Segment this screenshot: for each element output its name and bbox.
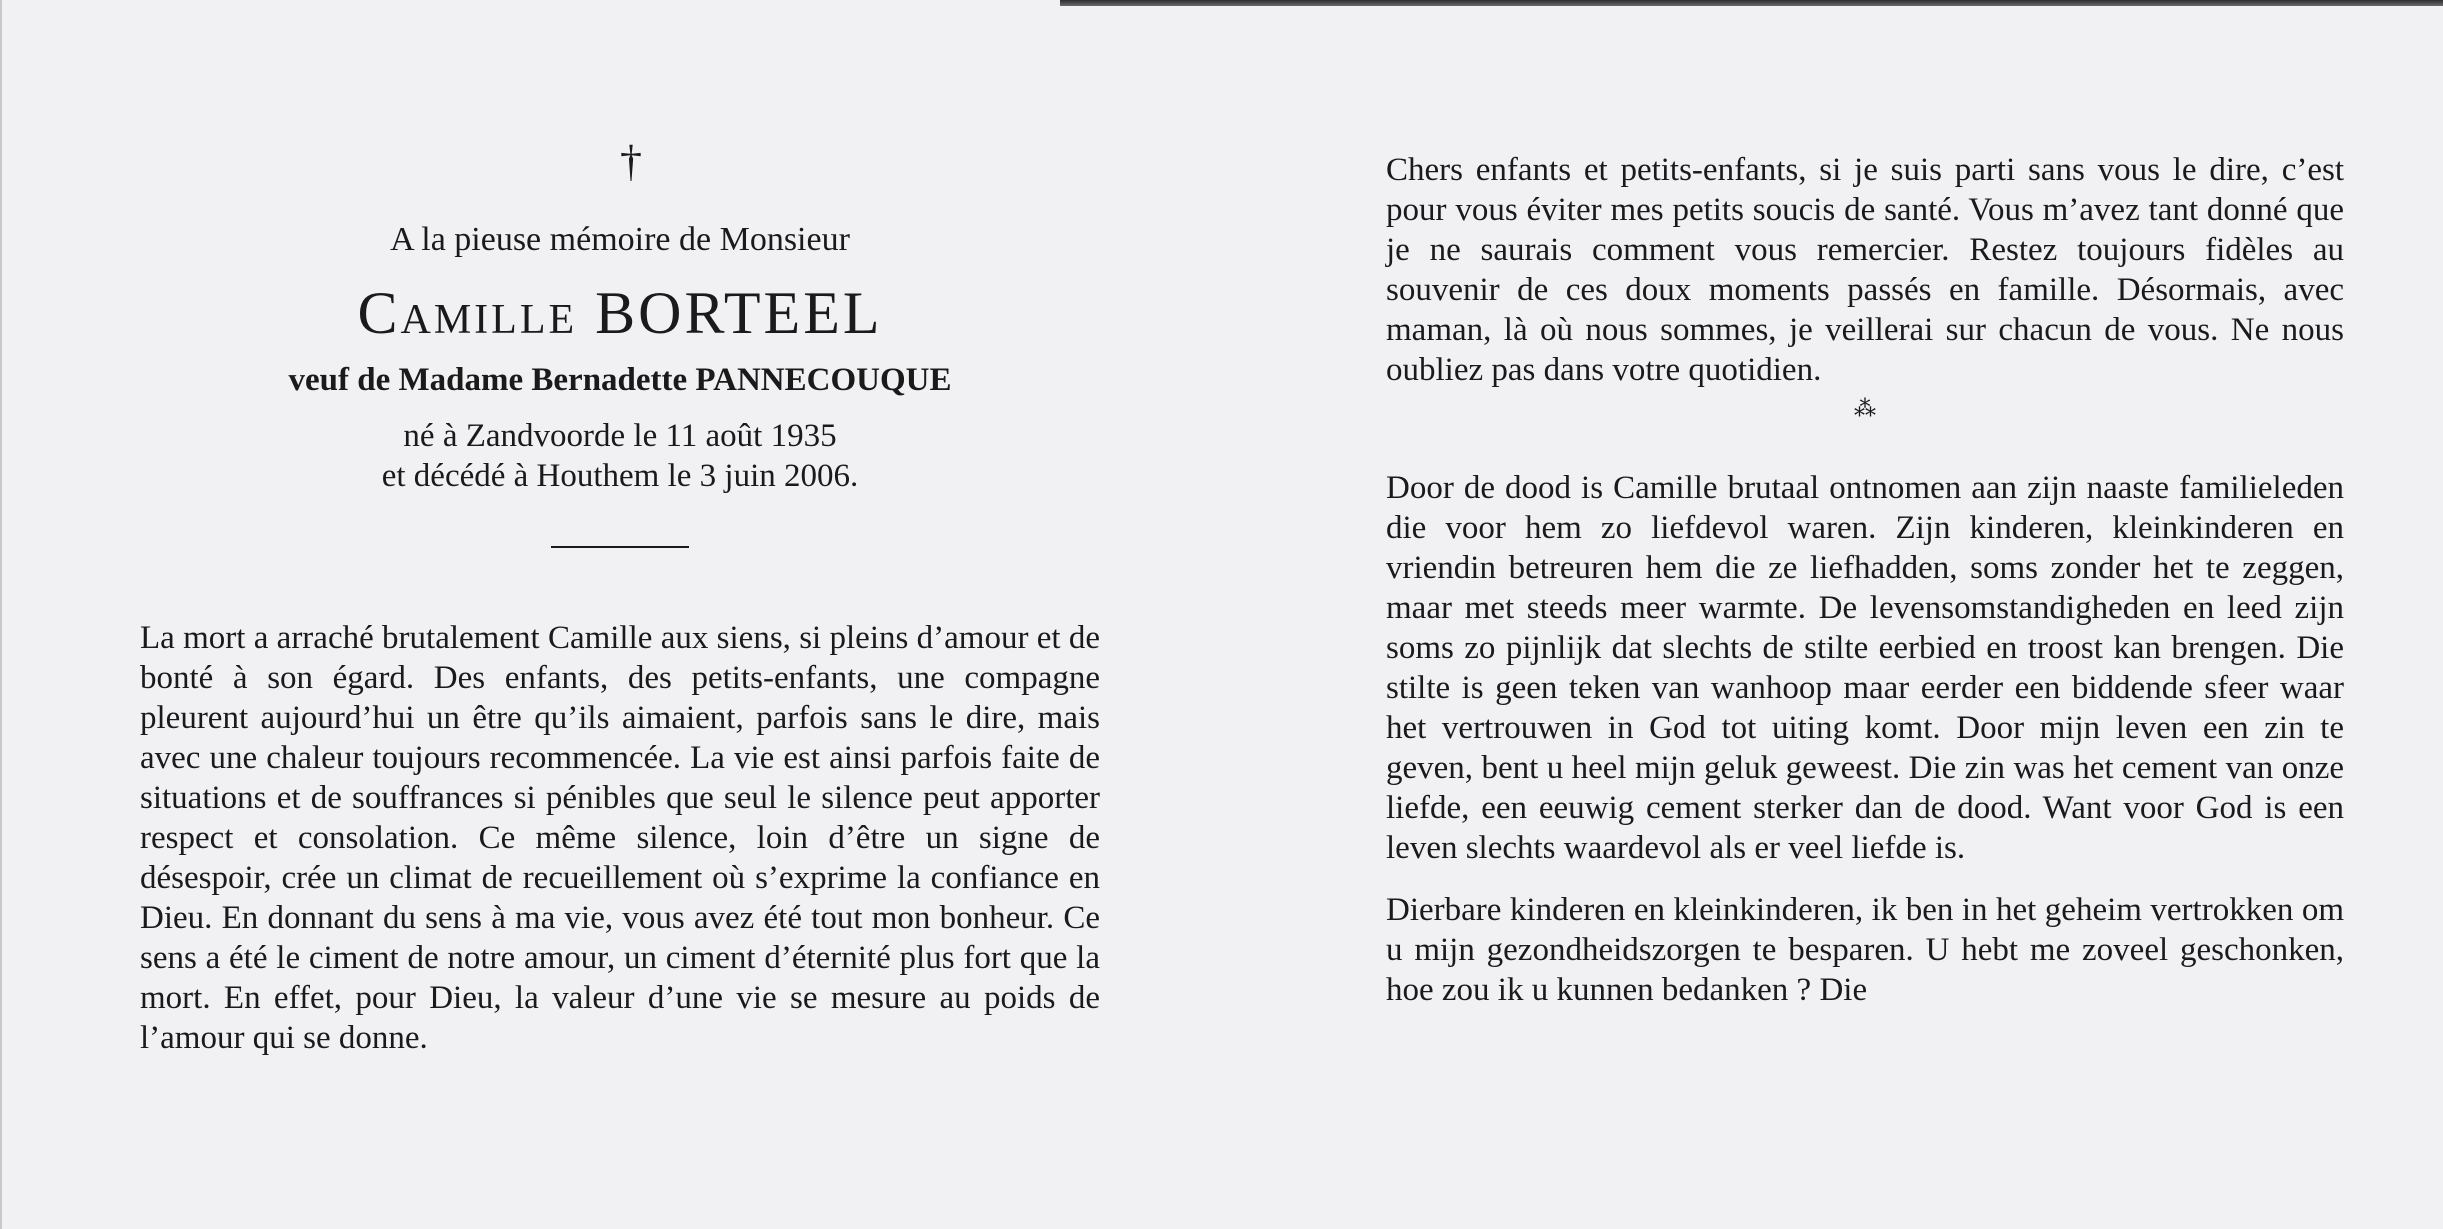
page-left-edge	[0, 0, 2, 1229]
right-page	[1386, 150, 2344, 1010]
page-top-edge	[1060, 0, 2443, 6]
french-farewell: Chers enfants et petits-enfants, si je suis parti sans vous le dire, c’est pour vous éviter mes petits soucis de santé. Vous m’avez tant donné que je ne saurais comment vous remercier. Restez toujours fidèles au souvenir de ces doux moments passés en famille. Désormais, avec maman, là où nous sommes, je veillerai sur chacun de vous. Ne nous oubliez pas dans votre quotidien.	[1386, 152, 2344, 388]
dutch-farewell: Dierbare kinderen en kleinkinderen, ik ben in het geheim vertrokken om u mijn gezondheidszorgen te besparen. U hebt me zoveel geschonken, hoe zou ik u kunnen bedanken ? Die	[1386, 892, 2344, 1008]
dutch-text: Door de dood is Camille brutaal ontnomen aan zijn naaste familieleden die voor hem zo liefdevol waren. Zijn kinderen, kleinkinderen en vriendin betreuren hem die ze liefhadden, soms zonder het te zeggen, maar met steeds meer warmte. De levensomstandigheden en leed zijn soms zo pijnlijk dat slechts de stilte eerbied en troost kan brengen. Die stilte is geen teken van wanhoop maar eerder een biddende sfeer waar het vertrouwen in God tot uiting komt. Door mijn leven een zin te geven, bent u heel mijn geluk geweest. Die zin was het cement van onze liefde, een eeuwig cement sterker dan de dood. Want voor God is een leven slechts waardevol als er veel liefde is.	[1386, 470, 2344, 866]
birth-line: né à Zandvoorde le 11 août 1935	[403, 418, 837, 454]
widow-line: veuf de Madame Bernadette PANNECOUQUE	[288, 362, 952, 398]
last-name: BORTEEL	[595, 280, 883, 346]
cross-icon: †	[620, 137, 642, 186]
left-page	[140, 137, 1100, 1058]
divider	[551, 546, 689, 548]
asterism-icon: ⁂	[1854, 396, 1876, 421]
french-text: La mort a arraché brutalement Camille aux siens, si pleins d’amour et de bonté à son égard. Des enfants, des petits-enfants, une compagne pleurent aujourd’hui un être qu’ils aimaient, parfois sans le dire, mais avec une chaleur toujours recommencée. La vie est ainsi parfois faite de situations et de souffrances si pénibles que seul le silence peut apporter respect et consolation. Ce même silence, loin d’être un signe de désespoir, crée un climat de recueillement où s’exprime la confiance en Dieu. En donnant du sens à ma vie, vous avez été tout mon bonheur. Ce sens a été le ciment de notre amour, un ciment d’éternité plus fort que la mort. En effet, pour Dieu, la valeur d’une vie se mesure au poids de l’amour qui se donne.	[140, 620, 1100, 1056]
first-name: Camille	[357, 280, 578, 346]
death-line: et décédé à Houthem le 3 juin 2006.	[381, 458, 859, 494]
life-dates	[140, 416, 1100, 496]
memorial-heading: A la pieuse mémoire de Monsieur	[390, 221, 850, 258]
deceased-name	[140, 280, 1100, 346]
